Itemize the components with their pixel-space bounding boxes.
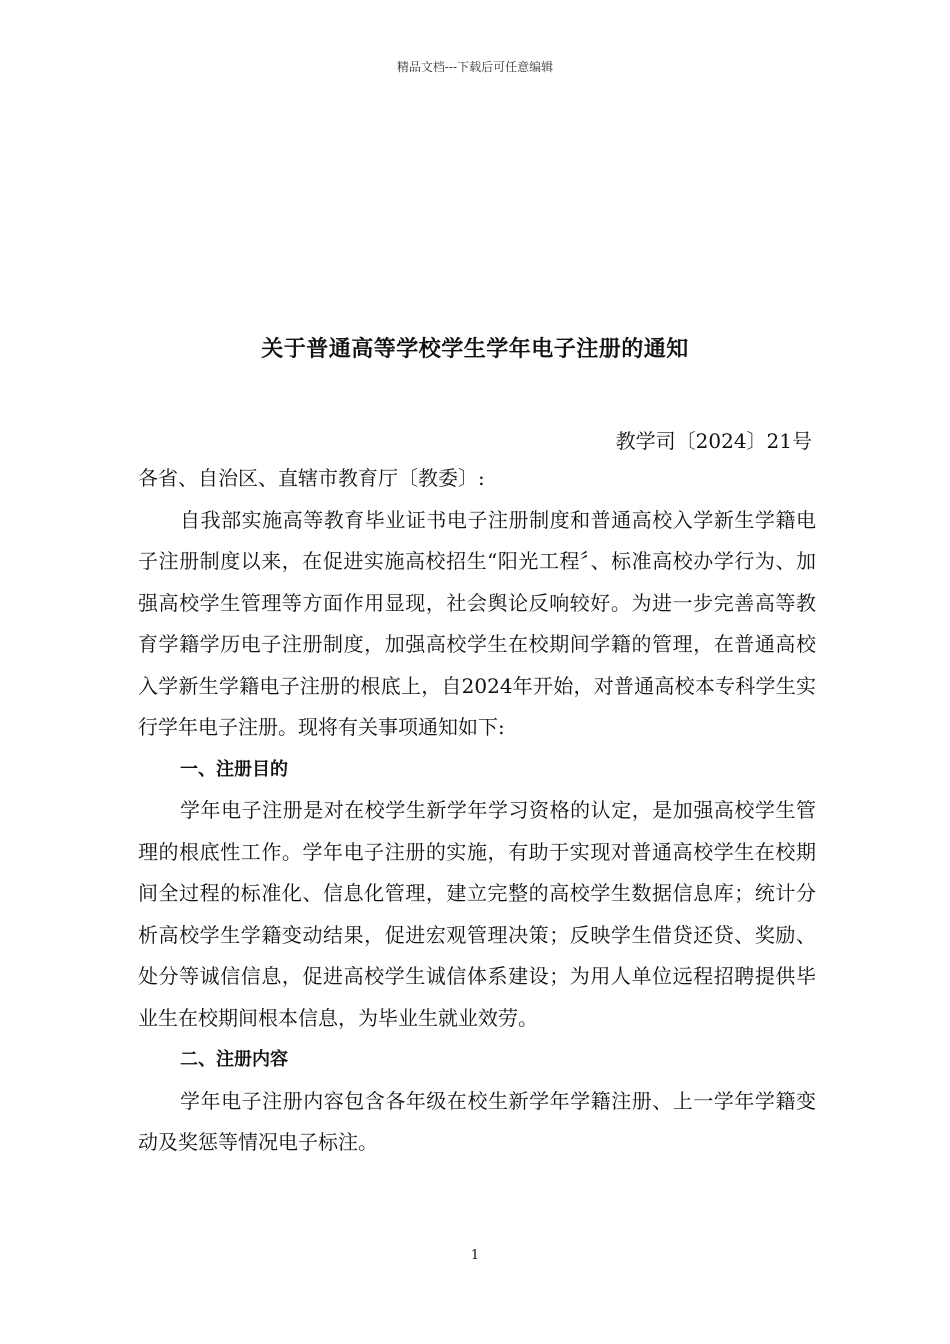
header-note: 精品文档---下载后可任意编辑 [396, 60, 554, 74]
document-title: 关于普通高等学校学生学年电子注册的通知 [261, 337, 689, 362]
document-number: 教学司〔2024〕21号 [615, 429, 812, 453]
salutation: 各省、自治区、直辖市教育厅〔教委〕: [138, 466, 485, 490]
page-number: 1 [470, 1248, 480, 1263]
section-heading-content: 二、注册内容 [180, 1049, 288, 1070]
paragraph-content: 学年电子注册内容包含各年级在校生新学年学籍注册、上一学年学籍变动及奖惩等情况电子标注。 [138, 1088, 816, 1154]
section-heading-purpose: 一、注册目的 [180, 758, 288, 780]
paragraph-purpose: 学年电子注册是对在校学生新学年学习资格的认定，是加强高校学生管理的根底性工作。学年电子注册的实施，有助于实现对普通高校学生在校期间全过程的标准化、信息化管理，建立完整的高校学生数据信息库；统计分析高校学生学籍变动结果，促进宏观管理决策；反映学生借贷还贷、奖励、处分等诚信信息，促进高校学生诚信体系建设；为用人单位远程招聘提供毕业生在校期间根本信息，为毕业生就业效劳。 [138, 798, 816, 1030]
paragraph-intro: 自我部实施高等教育毕业证书电子注册制度和普通高校入学新生学籍电子注册制度以来，在促进实施高校招生“阳光工程〞、标准高校办学行为、加强高校学生管理等方面作用显现，社会舆论反响较好。为进一步完善高等教育学籍学历电子注册制度，加强高校学生在校期间学籍的管理，在普通高校入学新生学籍电子注册的根底上，自2024年开始，对普通高校本专科学生实行学年电子注册。现将有关事项通知如下: [138, 507, 816, 739]
document-body [138, 458, 816, 1164]
